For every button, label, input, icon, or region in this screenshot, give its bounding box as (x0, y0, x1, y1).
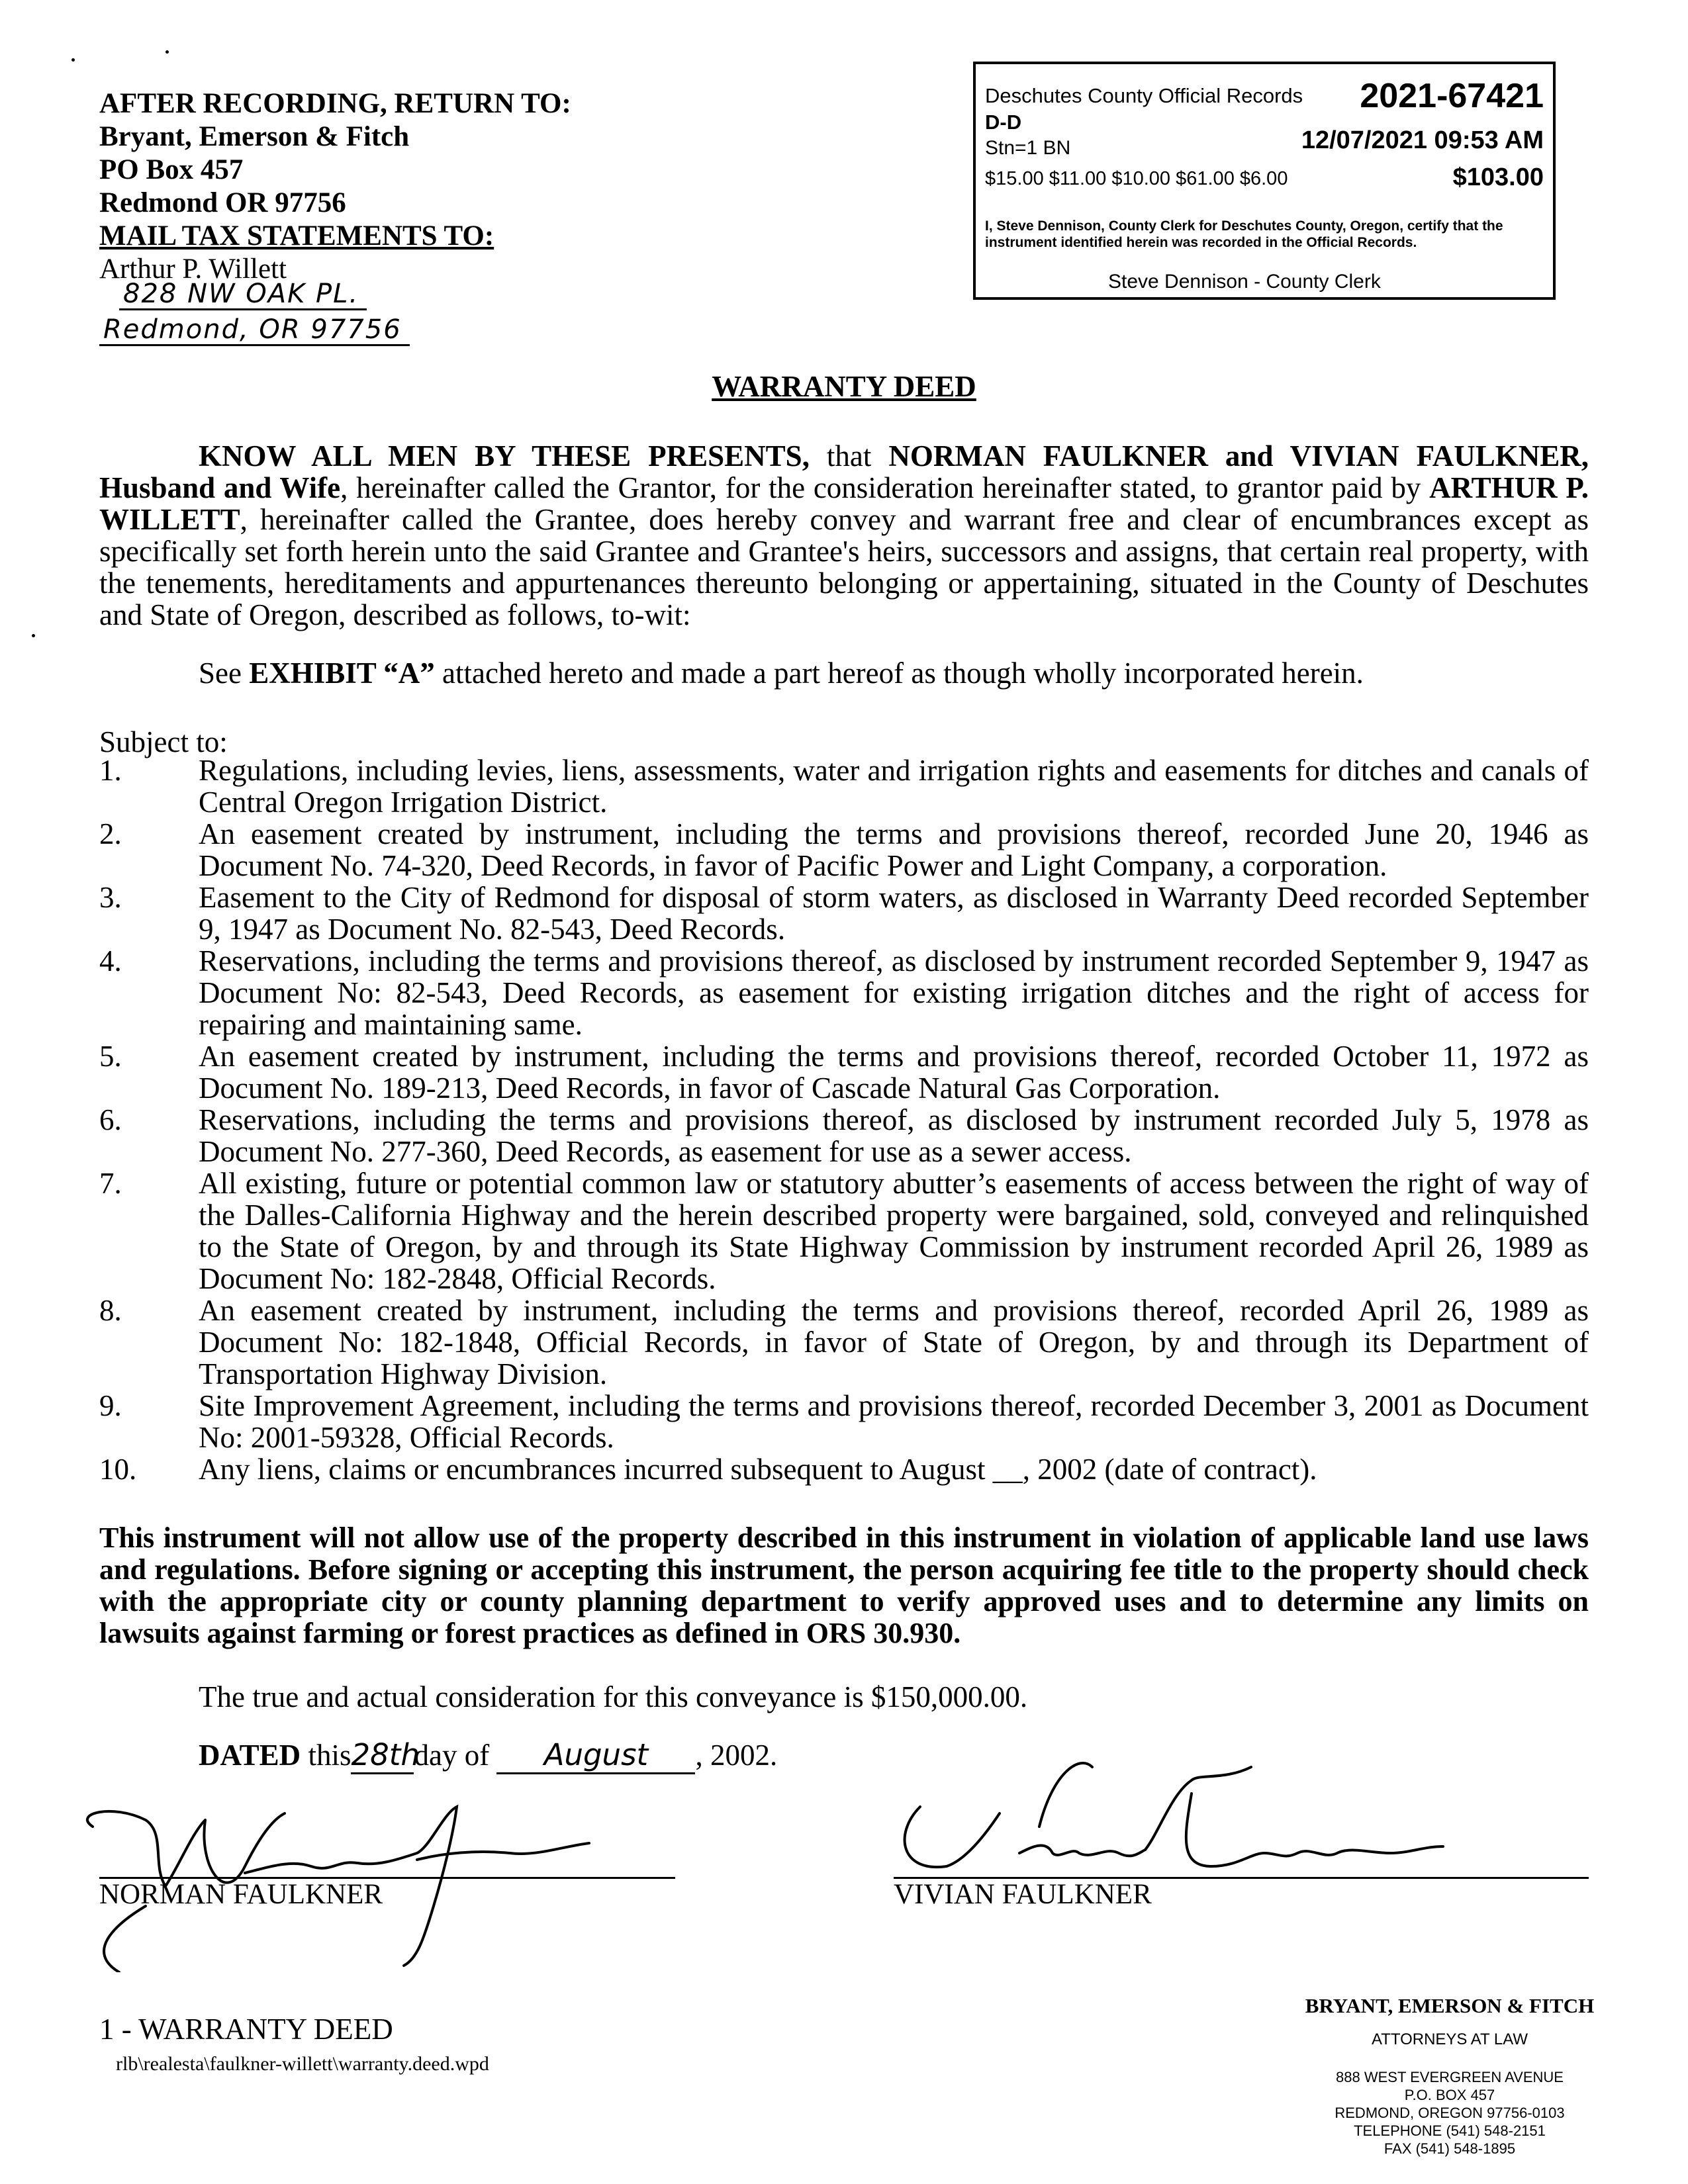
encumbrance-list (99, 754, 1589, 1485)
item-number: 8. (99, 1294, 122, 1327)
dated-month: August (496, 1737, 695, 1774)
intro-text-3: , hereinafter called the Grantee, does hereby convey and warrant free and clear of encumbrances except as specifically set forth herein unto the said Grantee and Grantee's heirs, successors and assigns, that certain real property, with the tenements, hereditaments and appurtenances thereunto belonging or appertaining, situated in the County of Deschutes and State of Oregon, described as follows, to-wit: (99, 503, 1589, 631)
stamp-datetime: 12/07/2021 09:53 AM (1301, 126, 1544, 154)
return-firm: Bryant, Emerson & Fitch (99, 121, 410, 152)
exhibit-pre: See (199, 657, 250, 690)
exhibit-reference (199, 657, 1589, 689)
firm-address-line: P.O. BOX 457 (1404, 2087, 1495, 2103)
document-title: WARRANTY DEED (712, 370, 976, 403)
intro-text-2: , hereinafter called the Grantor, for the consideration hereinafter stated, to grantor paid by (340, 471, 1430, 504)
dated-this: this (301, 1739, 352, 1772)
return-city: Redmond OR 97756 (99, 187, 346, 218)
item-text: Reservations, including the terms and provisions thereof, as disclosed by instrument recorded September 9, 1947 as Document No: 82-543, Deed Records, as easement for existing irrigation ditches and the right of access for repairing and maintaining same. (199, 944, 1589, 1041)
consideration-statement: The true and actual consideration for this conveyance is $150,000.00. (199, 1680, 1028, 1713)
grantee-name: ARTHUR P. WILLETT (99, 471, 1589, 536)
tax-recipient-name: Arthur P. Willett (99, 253, 287, 285)
after-recording-label: AFTER RECORDING, RETURN TO: (99, 88, 571, 119)
firm-address-line: 888 WEST EVERGREEN AVENUE (1336, 2069, 1564, 2085)
list-item (99, 1295, 1589, 1390)
item-text: An easement created by instrument, including the terms and provisions thereof, recorded April 26, 1989 as Document No: 182-1848, Official Records, in favor of State of Oregon, by and through its Department of Transportation Highway Division. (199, 1294, 1589, 1390)
footer-firm-address (1231, 2068, 1668, 2158)
stamp-station: Stn=1 BN (985, 137, 1071, 159)
stamp-certification: I, Steve Dennison, County Clerk for Deschutes County, Oregon, certify that the instrument identified herein was recorded in the Official Records. (985, 218, 1503, 250)
dated-day: 28th (351, 1737, 414, 1774)
list-item (99, 818, 1589, 882)
return-address-block (99, 87, 695, 286)
grantor-names: NORMAN FAULKNER and VIVIAN FAULKNER, Husband and Wife (99, 439, 1589, 504)
item-number: 10. (99, 1453, 137, 1486)
item-text: An easement created by instrument, including the terms and provisions thereof, recorded June 20, 1946 as Document No. 74-320, Deed Records, in favor of Pacific Power and Light Company, a corporation. (199, 817, 1589, 882)
firm-address-line: REDMOND, OREGON 97756-0103 (1335, 2105, 1565, 2121)
intro-lead: KNOW ALL MEN BY THESE PRESENTS, (199, 439, 810, 473)
item-number: 1. (99, 754, 122, 787)
scan-speck (32, 634, 35, 637)
list-item (99, 1167, 1589, 1295)
item-number: 7. (99, 1167, 122, 1200)
item-text: Site Improvement Agreement, including the terms and provisions thereof, recorded December 3, 2001 as Document No: 2001-59328, Official Records. (199, 1389, 1589, 1454)
list-item (99, 882, 1589, 945)
footer-firm-subtitle: ATTORNEYS AT LAW (1371, 2030, 1528, 2048)
mail-tax-label: MAIL TAX STATEMENTS TO: (99, 220, 494, 251)
scan-speck (165, 50, 169, 54)
item-number: 9. (99, 1389, 122, 1422)
intro-paragraph (99, 440, 1589, 631)
recording-stamp (973, 62, 1556, 300)
signer-name-1: NORMAN FAULKNER (99, 1879, 383, 1910)
stamp-clerk: Steve Dennison - County Clerk (1108, 271, 1381, 293)
stamp-record-number: 2021-67421 (1360, 77, 1544, 115)
item-text: Regulations, including levies, liens, assessments, water and irrigation rights and easements for ditches and canals of Central Oregon Irrigation District. (199, 754, 1589, 819)
handwritten-address-line1: 828 NW OAK PL. (119, 279, 367, 310)
exhibit-post: attached hereto and made a part hereof as though wholly incorporated herein. (434, 657, 1364, 690)
item-number: 6. (99, 1103, 122, 1136)
footer-firm-name: BRYANT, EMERSON & FITCH (1305, 1994, 1595, 2017)
land-use-notice: This instrument will not allow use of the property described in this instrument in violation of applicable land use laws and regulations. Before signing or accepting this instrument, the person acquiring fee title to the property should check with the appropriate city or county planning department to verify approved uses and to determine any limits on lawsuits against farming or forest practices as defined in ORS 30.930. (99, 1522, 1589, 1649)
scan-speck (71, 58, 75, 62)
dated-year: , 2002. (695, 1739, 778, 1772)
item-text: Any liens, claims or encumbrances incurred subsequent to August __, 2002 (date of contract). (199, 1453, 1317, 1486)
item-number: 3. (99, 881, 122, 914)
dated-label: DATED (199, 1739, 301, 1772)
stamp-county: Deschutes County Official Records (985, 84, 1303, 107)
handwritten-address-line2: Redmond, OR 97756 (99, 315, 410, 346)
item-number: 2. (99, 817, 122, 850)
item-text: An easement created by instrument, including the terms and provisions thereof, recorded October 11, 1972 as Document No. 189-213, Deed Records, in favor of Cascade Natural Gas Corporation. (199, 1040, 1589, 1105)
dated-line (199, 1737, 777, 1774)
stamp-type: D-D (985, 111, 1022, 134)
item-text: Reservations, including the terms and provisions thereof, as disclosed by instrument recorded July 5, 1978 as Document No. 277-360, Deed Records, as easement for use as a sewer access. (199, 1103, 1589, 1168)
item-number: 5. (99, 1040, 122, 1073)
list-item (99, 1040, 1589, 1104)
signer-name-2: VIVIAN FAULKNER (894, 1879, 1152, 1910)
item-text: Easement to the City of Redmond for disposal of storm waters, as disclosed in Warranty Deed recorded September 9, 1947 as Document No. 82-543, Deed Records. (199, 881, 1589, 946)
norman-faulkner-signature (73, 1774, 669, 1972)
footer-file-path: rlb\realesta\faulkner-willett\warranty.deed.wpd (116, 2053, 489, 2075)
list-item (99, 1453, 1589, 1485)
stamp-fees: $15.00 $11.00 $10.00 $61.00 $6.00 (985, 168, 1288, 189)
item-number: 4. (99, 944, 122, 978)
list-item (99, 754, 1589, 818)
dated-day-of: day of (414, 1739, 490, 1772)
footer-page-title: 1 - WARRANTY DEED (99, 2013, 393, 2046)
stamp-total: $103.00 (1452, 163, 1544, 191)
list-item (99, 1390, 1589, 1453)
subject-to-label: Subject to: (99, 725, 228, 758)
firm-address-line: FAX (541) 548-1895 (1383, 2140, 1516, 2157)
list-item (99, 945, 1589, 1040)
intro-text-1: that (809, 439, 889, 473)
list-item (99, 1104, 1589, 1167)
exhibit-name: EXHIBIT “A” (249, 657, 435, 690)
item-text: All existing, future or potential common law or statutory abutter’s easements of access between the right of way of the Dalles-California Highway and the herein described property were bargained, sold, conveyed and relinquished to the State of Oregon, by and through its State Highway Commission by instrument recorded April 26, 1989 as Document No: 182-2848, Official Records. (199, 1167, 1589, 1295)
firm-address-line: TELEPHONE (541) 548-2151 (1354, 2122, 1546, 2139)
return-po-box: PO Box 457 (99, 154, 244, 185)
